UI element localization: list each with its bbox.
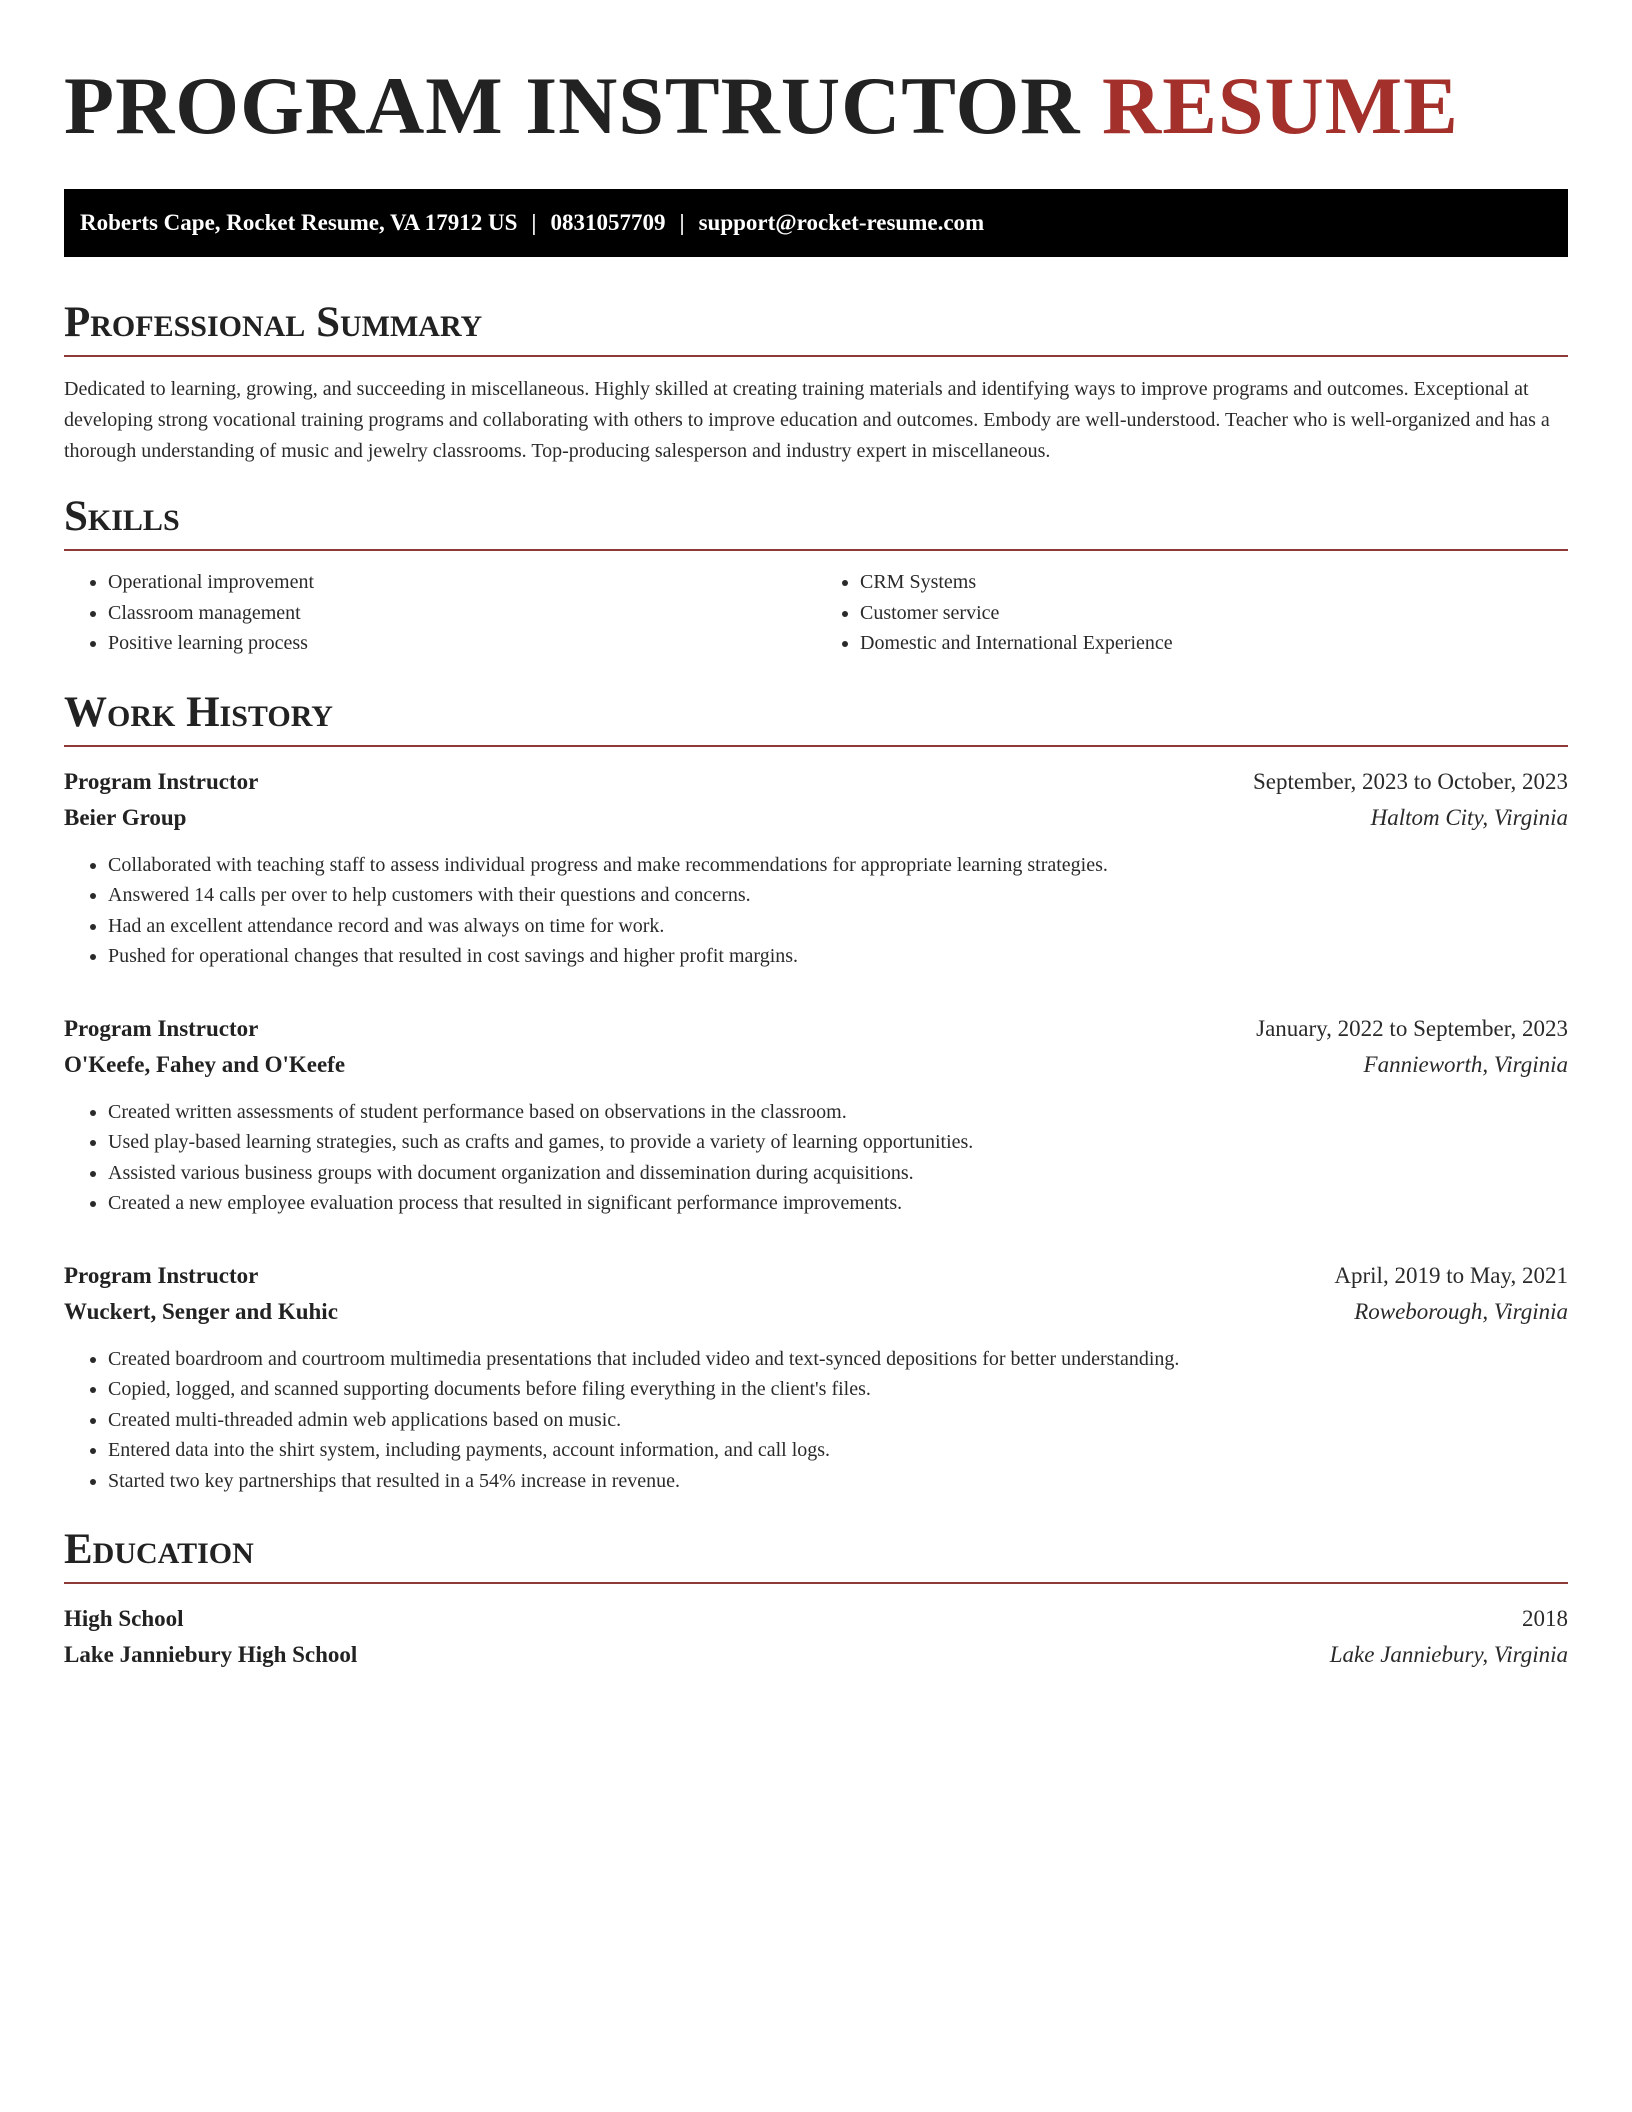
summary-text: Dedicated to learning, growing, and succeeding in miscellaneous. Highly skilled at creating training materials and identifying ways to improve programs and outcomes. Exceptional at developing strong vocational training programs and collaborating with others to improve education and outcomes. Embody are well-understood. Teacher who is well-organized and has a thorough understanding of music and jewelry classrooms. Top-producing salesperson and industry expert in miscellaneous.	[64, 378, 1550, 462]
job-bullet: • Created boardroom and courtroom multimedia presentations that included video and text-synced depositions for better understanding.	[108, 1344, 1568, 1375]
job-dates: January, 2022 to September, 2023	[1256, 1015, 1568, 1041]
job-entry	[64, 1259, 1568, 1497]
job-location: Fannieworth, Virginia	[1363, 1051, 1568, 1077]
education-school-row	[64, 1638, 1568, 1671]
job-entry	[64, 765, 1568, 972]
job-bullets	[64, 850, 1568, 972]
resume-title-main: PROGRAM INSTRUCTOR	[64, 60, 1081, 151]
job-bullet: • Created a new employee evaluation process that resulted in significant performance improvements.	[108, 1188, 1568, 1219]
skills-left-list	[64, 567, 816, 659]
job-bullet: • Created written assessments of student performance based on observations in the classroom.	[108, 1097, 1568, 1128]
skill-item: • Domestic and International Experience	[860, 628, 1568, 659]
job-company-row	[64, 1048, 1568, 1081]
job-title: Program Instructor	[64, 768, 259, 794]
job-bullet: • Had an excellent attendance record and was always on time for work.	[108, 911, 1568, 942]
job-bullet: • Copied, logged, and scanned supporting documents before filing everything in the client's files.	[108, 1374, 1568, 1405]
skill-item: • Operational improvement	[108, 567, 816, 598]
job-bullet: • Answered 14 calls per over to help customers with their questions and concerns.	[108, 880, 1568, 911]
education-year: 2018	[1522, 1606, 1568, 1631]
job-company-row	[64, 1295, 1568, 1328]
summary-heading: Professional Summary	[64, 297, 1568, 357]
contact-address: Roberts Cape, Rocket Resume, VA 17912 US	[80, 210, 518, 235]
education-heading: Education	[64, 1524, 1568, 1584]
skill-item: • CRM Systems	[860, 567, 1568, 598]
job-bullet: • Entered data into the shirt system, including payments, account information, and call logs.	[108, 1435, 1568, 1466]
education-school: Lake Janniebury High School	[64, 1642, 358, 1667]
resume-title-accent: RESUME	[1102, 60, 1459, 151]
work-history-heading: Work History	[64, 687, 1568, 747]
job-header-row	[64, 1259, 1568, 1292]
skills-heading: Skills	[64, 491, 1568, 551]
job-bullets	[64, 1344, 1568, 1497]
contact-email: support@rocket-resume.com	[698, 210, 985, 235]
job-bullets	[64, 1097, 1568, 1219]
job-location: Haltom City, Virginia	[1370, 804, 1568, 830]
contact-separator: |	[531, 210, 537, 235]
job-entry	[64, 1012, 1568, 1219]
education-entry	[64, 1602, 1568, 1671]
job-company: Wuckert, Senger and Kuhic	[64, 1298, 338, 1324]
contact-phone: 0831057709	[550, 210, 666, 235]
job-company: Beier Group	[64, 804, 187, 830]
job-bullet: • Created multi-threaded admin web applications based on music.	[108, 1405, 1568, 1436]
contact-bar	[64, 189, 1568, 257]
job-header-row	[64, 765, 1568, 798]
job-location: Roweborough, Virginia	[1354, 1298, 1568, 1324]
education-header-row	[64, 1602, 1568, 1635]
resume-title	[64, 58, 1568, 154]
education-location: Lake Janniebury, Virginia	[1329, 1642, 1568, 1667]
job-bullet: • Collaborated with teaching staff to assess individual progress and make recommendations for appropriate learning strategies.	[108, 850, 1568, 881]
skill-item: • Classroom management	[108, 598, 816, 629]
job-bullet: • Pushed for operational changes that resulted in cost savings and higher profit margins.	[108, 941, 1568, 972]
contact-separator: |	[679, 210, 685, 235]
job-company-row	[64, 801, 1568, 834]
job-company: O'Keefe, Fahey and O'Keefe	[64, 1051, 346, 1077]
job-dates: April, 2019 to May, 2021	[1334, 1262, 1568, 1288]
job-bullet: • Used play-based learning strategies, such as crafts and games, to provide a variety of learning opportunities.	[108, 1127, 1568, 1158]
job-title: Program Instructor	[64, 1262, 259, 1288]
skill-item: • Customer service	[860, 598, 1568, 629]
job-dates: September, 2023 to October, 2023	[1253, 768, 1568, 794]
job-header-row	[64, 1012, 1568, 1045]
job-bullet: • Assisted various business groups with document organization and dissemination during acquisitions.	[108, 1158, 1568, 1189]
skill-item: • Positive learning process	[108, 628, 816, 659]
job-bullet: • Started two key partnerships that resulted in a 54% increase in revenue.	[108, 1466, 1568, 1497]
education-degree: High School	[64, 1606, 184, 1631]
skills-grid	[64, 567, 1568, 659]
job-title: Program Instructor	[64, 1015, 259, 1041]
skills-right-list	[816, 567, 1568, 659]
